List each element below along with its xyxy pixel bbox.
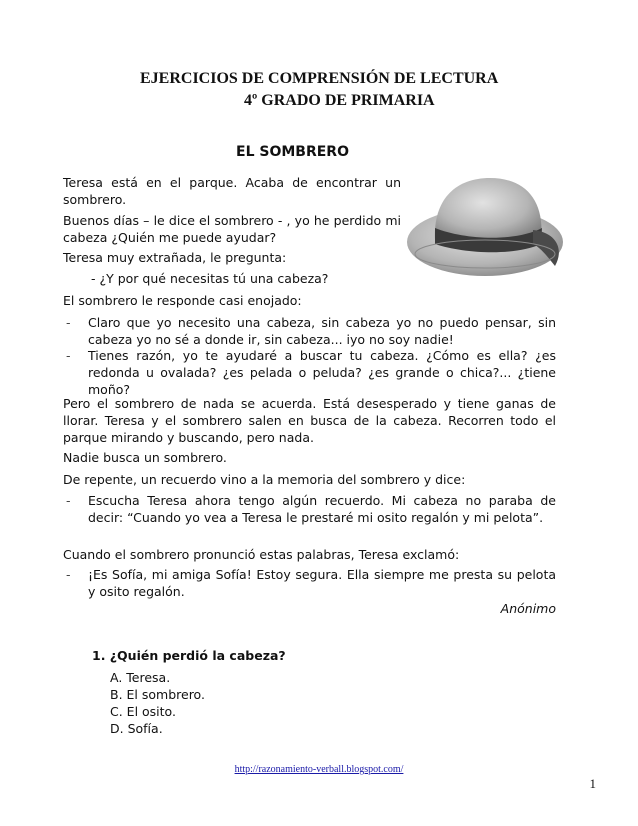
option-d: D. Sofía. (110, 721, 163, 736)
paragraph-8: Cuando el sombrero pronunció estas palabras, Teresa exclamó: (63, 547, 460, 562)
header-line-1: EJERCICIOS DE COMPRENSIÓN DE LECTURA (140, 70, 499, 87)
story-title: EL SOMBRERO (236, 144, 349, 160)
option-a: A. Teresa. (110, 670, 171, 685)
header-line-2: 4º GRADO DE PRIMARIA (244, 92, 435, 109)
paragraph-7: De repente, un recuerdo vino a la memoria del sombrero y dice: (63, 472, 466, 487)
paragraph-3: Teresa muy extrañada, le pregunta: (63, 250, 287, 265)
question-1: 1. ¿Quién perdió la cabeza? (92, 648, 286, 663)
dialogue-2 (66, 314, 556, 348)
option-b: B. El sombrero. (110, 687, 205, 702)
question-1-options (110, 669, 205, 737)
dash-marker: - (66, 315, 71, 330)
dialogue-3 (66, 347, 556, 398)
page-number: 1 (589, 776, 596, 791)
paragraph-6: Nadie busca un sombrero. (63, 450, 227, 465)
dialogue-5 (66, 566, 556, 600)
paragraph-2: Buenos días – le dice el sombrero - , yo he perdido mi cabeza ¿Quién me puede ayudar? (63, 213, 401, 245)
dialogue-5-text: ¡Es Sofía, mi amiga Sofía! Estoy segura. Ella siempre me presta su pelota y osito regalón. (88, 567, 556, 599)
footer-link[interactable]: http://razonamiento-verball.blogspot.com/ (234, 764, 404, 775)
dialogue-3-text: Tienes razón, yo te ayudaré a buscar tu cabeza. ¿Cómo es ella? ¿es redonda u ovalada? ¿es pelada o peluda? ¿es grande o chica?... ¿tiene moño? (88, 348, 556, 397)
dialogue-4-text: Escucha Teresa ahora tengo algún recuerdo. Mi cabeza no paraba de decir: “Cuando yo vea a Teresa le prestaré mi osito regalón y mi pelota”. (88, 493, 556, 525)
option-c: C. El osito. (110, 704, 176, 719)
dialogue-4 (66, 492, 556, 526)
dialogue-1: - ¿Y por qué necesitas tú una cabeza? (91, 271, 329, 286)
dash-marker: - (66, 348, 71, 363)
paragraph-5: Pero el sombrero de nada se acuerda. Está desesperado y tiene ganas de llorar. Teresa y el sombrero salen en busca de la cabeza. Recorren todo el parque mirando y buscando, pero nada. (63, 396, 556, 445)
dialogue-2-text: Claro que yo necesito una cabeza, sin cabeza yo no puedo pensar, sin cabeza yo no sé a donde ir, sin cabeza... iyo no soy nadie! (88, 315, 556, 347)
author: Anónimo (500, 601, 556, 616)
paragraph-1: Teresa está en el parque. Acaba de encontrar un sombrero. (63, 175, 401, 207)
dash-marker: - (66, 493, 71, 508)
paragraph-4: El sombrero le responde casi enojado: (63, 293, 302, 308)
dash-marker: - (66, 567, 71, 582)
